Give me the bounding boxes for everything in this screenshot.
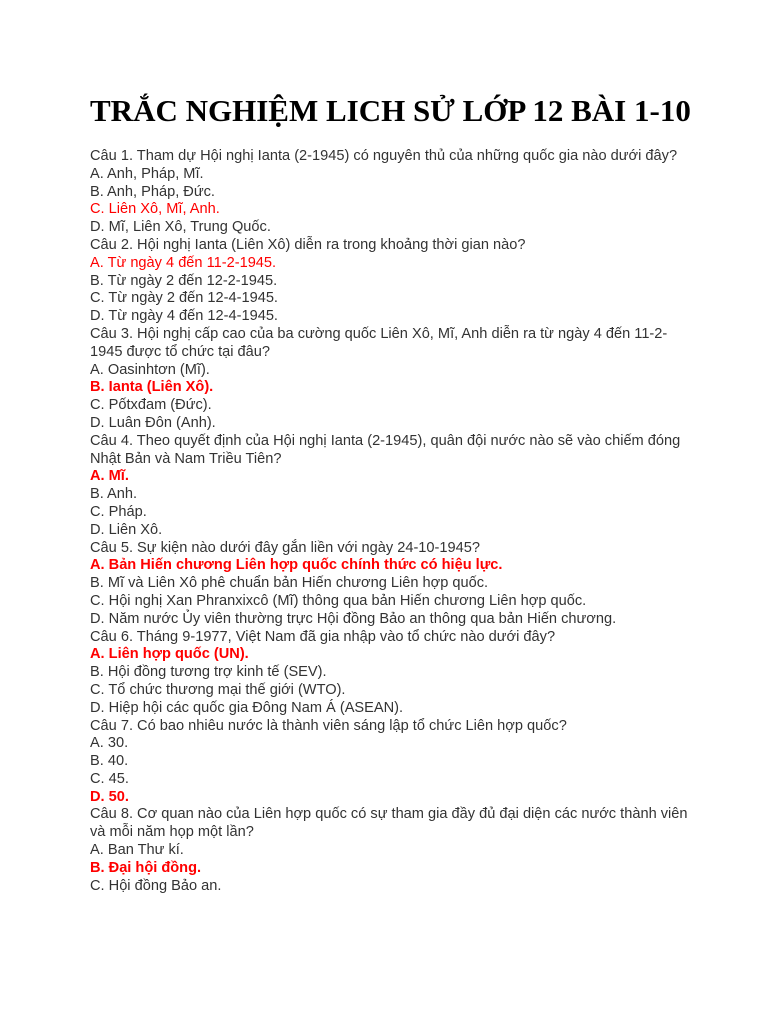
question-block <box>90 540 690 629</box>
option-d: D. Liên Xô. <box>90 521 163 538</box>
option-b-correct: B. Đại hội đồng. <box>90 859 202 876</box>
option-c: C. Pháp. <box>90 503 147 520</box>
question-block <box>90 237 690 326</box>
option-c: C. Hội nghị Xan Phranxixcô (Mĩ) thông qua bản Hiến chương Liên hợp quốc. <box>90 592 587 609</box>
option-a-correct: A. Bản Hiến chương Liên hợp quốc chính thức có hiệu lực. <box>90 557 503 574</box>
question-block <box>90 433 690 540</box>
option-d: D. Hiệp hội các quốc gia Đông Nam Á (ASEAN). <box>90 699 404 716</box>
option-b: B. Hội đồng tương trợ kinh tế (SEV). <box>90 664 327 681</box>
option-a: A. 30. <box>90 735 129 752</box>
document-title: TRẮC NGHIỆM LICH SỬ LỚP 12 BÀI 1-10 <box>90 93 691 128</box>
question-block <box>90 148 690 237</box>
question-text: Câu 1. Tham dự Hội nghị Ianta (2-1945) có nguyên thủ của những quốc gia nào dưới đây? <box>90 148 678 164</box>
option-d: D. Mĩ, Liên Xô, Trung Quốc. <box>90 219 271 236</box>
question-list <box>90 148 690 895</box>
option-c: C. 45. <box>90 770 129 787</box>
option-c: C. Tổ chức thương mại thế giới (WTO). <box>90 681 346 698</box>
option-c: C. Hội đồng Bảo an. <box>90 877 222 894</box>
question-block <box>90 718 690 807</box>
option-a: A. Anh, Pháp, Mĩ. <box>90 165 204 182</box>
option-a-correct: A. Liên hợp quốc (UN). <box>90 646 249 663</box>
option-c: C. Từ ngày 2 đến 12-4-1945. <box>90 290 278 307</box>
option-d: D. Từ ngày 4 đến 12-4-1945. <box>90 308 278 325</box>
question-block <box>90 806 690 895</box>
question-text: Câu 2. Hội nghị Ianta (Liên Xô) diễn ra trong khoảng thời gian nào? <box>90 236 526 253</box>
option-b: B. 40. <box>90 753 129 770</box>
option-b: B. Anh, Pháp, Đức. <box>90 183 215 200</box>
option-b: B. Mĩ và Liên Xô phê chuẩn bản Hiến chương Liên hợp quốc. <box>90 575 489 592</box>
option-c-correct: C. Liên Xô, Mĩ, Anh. <box>90 201 220 218</box>
option-c: C. Pốtxđam (Đức). <box>90 397 212 414</box>
option-a: A. Ban Thư kí. <box>90 842 184 859</box>
question-text: Câu 4. Theo quyết định của Hội nghị Ianta (2-1945), quân đội nước nào sẽ vào chiếm đóng Nhật Bản và Nam Triều Tiên? <box>90 432 681 467</box>
option-d: D. Luân Đôn (Anh). <box>90 414 216 431</box>
question-text: Câu 8. Cơ quan nào của Liên hợp quốc có sự tham gia đầy đủ đại diện các nước thành viên và mỗi năm họp một lần? <box>90 806 688 841</box>
question-text: Câu 7. Có bao nhiêu nước là thành viên sáng lập tổ chức Liên hợp quốc? <box>90 717 567 734</box>
option-a-correct: A. Từ ngày 4 đến 11-2-1945. <box>90 254 277 271</box>
question-text: Câu 5. Sự kiện nào dưới đây gắn liền với ngày 24-10-1945? <box>90 539 480 556</box>
question-block <box>90 629 690 718</box>
question-text: Câu 6. Tháng 9-1977, Việt Nam đã gia nhập vào tổ chức nào dưới đây? <box>90 628 556 645</box>
option-b: B. Từ ngày 2 đến 12-2-1945. <box>90 272 278 289</box>
question-block <box>90 326 690 433</box>
option-a-correct: A. Mĩ. <box>90 468 129 485</box>
option-d-correct: D. 50. <box>90 788 129 805</box>
option-b-correct: B. Ianta (Liên Xô). <box>90 379 214 396</box>
option-d: D. Năm nước Ủy viên thường trực Hội đồng Bảo an thông qua bản Hiến chương. <box>90 610 617 627</box>
option-b: B. Anh. <box>90 486 138 503</box>
option-a: A. Oasinhtơn (Mĩ). <box>90 361 210 378</box>
question-text: Câu 3. Hội nghị cấp cao của ba cường quốc Liên Xô, Mĩ, Anh diễn ra từ ngày 4 đến 11-2-1945 được tổ chức tại đâu? <box>90 325 668 360</box>
